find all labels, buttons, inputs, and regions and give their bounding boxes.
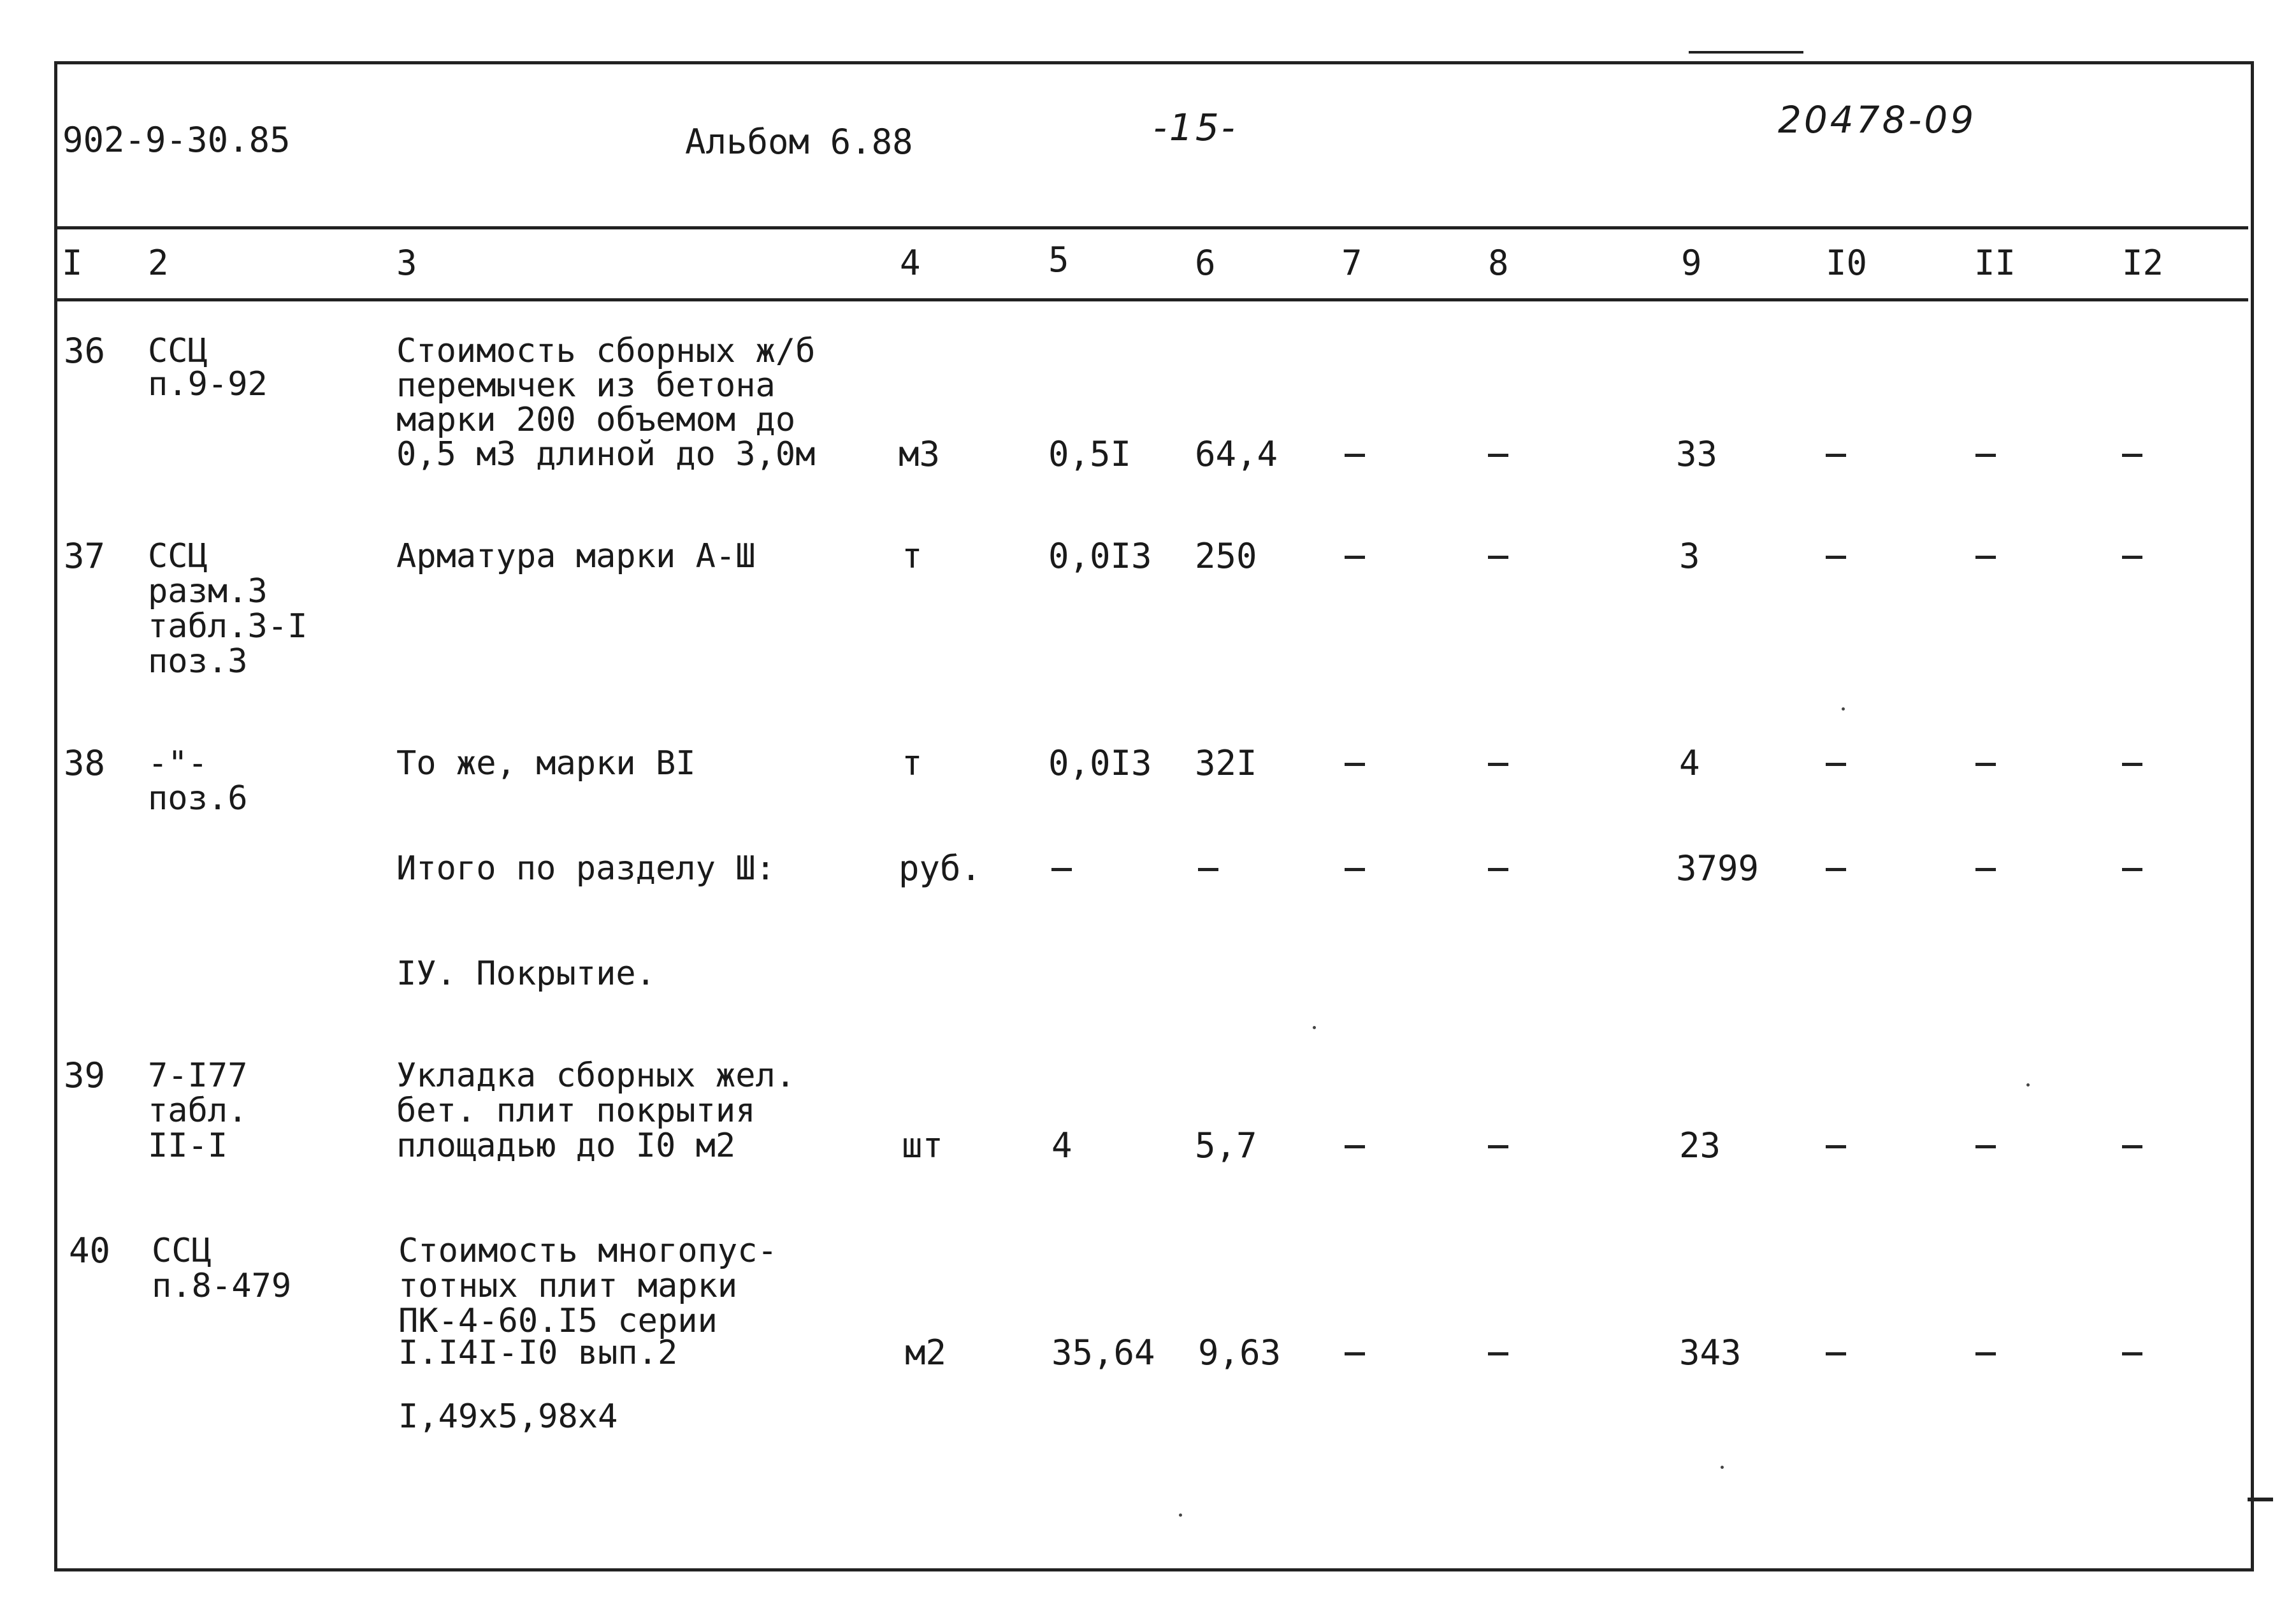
subtotal-unit: руб. [899,848,982,888]
row-col7-dash [1345,1352,1365,1355]
row-col10-dash [1826,763,1846,766]
row-basis-line: табл.3-I [148,607,308,646]
row-number: 39 [64,1055,106,1095]
row-col12-dash [2122,454,2142,457]
row-col7-dash [1345,1145,1365,1148]
row-basis-line: 7-I77 [148,1057,248,1095]
row-quantity: 4 [1051,1125,1072,1166]
subtotal-col11-dash [1975,868,1996,871]
scan-mark [2248,1498,2273,1501]
column-header-3: 3 [396,243,417,283]
column-header-6: 6 [1195,243,1216,283]
column-header-10: I0 [1826,243,1868,283]
row-col7-dash [1345,454,1365,457]
row-number: 40 [69,1231,111,1271]
row-col8-dash [1488,556,1508,559]
row-description-line: ПК-4-60.I5 серии [398,1302,718,1340]
row-quantity: 0,0I3 [1048,743,1152,783]
row-basis-line: поз.6 [148,779,248,818]
row-quantity: 35,64 [1051,1333,1155,1373]
column-header-5: 5 [1048,240,1069,280]
project-number: 20478-09 [1778,98,1977,141]
row-description-line: перемычек из бетона [396,366,776,405]
row-basis-line: разм.3 [148,572,268,610]
scan-speck [2026,1083,2030,1087]
row-description-line: бет. плит покрытия [396,1092,756,1130]
page-number: -15- [1153,106,1238,149]
subtotal-col7-dash [1345,868,1365,871]
row-price: 64,4 [1195,434,1278,474]
row-description-line: Арматура марки А-Ш [396,537,756,575]
row-price: 250 [1195,536,1257,576]
subtotal-col10-dash [1826,868,1846,871]
row-col12-dash [2122,1352,2142,1355]
column-header-8: 8 [1488,243,1509,283]
row-col7-dash [1345,763,1365,766]
row-unit: т [902,536,923,576]
column-header-1: I [62,243,83,283]
row-col10-dash [1826,556,1846,559]
column-header-11: II [1974,243,2016,283]
row-col8-dash [1488,763,1508,766]
row-unit: т [902,743,923,783]
scan-speck [1842,707,1845,711]
row-number: 38 [64,743,106,783]
row-price: 32I [1195,743,1257,783]
row-note: I,49х5,98х4 [398,1398,618,1436]
row-total: 3 [1679,536,1700,576]
subtotal-col6-dash [1198,868,1218,871]
row-col11-dash [1975,556,1996,559]
document-code: 902-9-30.85 [62,120,291,160]
row-total: 33 [1676,434,1718,474]
scan-speck [1721,1466,1724,1469]
row-col12-dash [2122,1145,2142,1148]
row-description-line: марки 200 объемом до [396,401,796,439]
row-basis-line: II-I [148,1127,228,1165]
row-unit: м2 [905,1333,947,1373]
row-col10-dash [1826,1352,1846,1355]
scan-speck [1313,1026,1316,1029]
row-col8-dash [1488,1145,1508,1148]
row-price: 9,63 [1198,1333,1282,1373]
row-total: 343 [1679,1333,1742,1373]
album-label: Альбом 6.88 [685,122,913,162]
row-basis-line: ССЦ [148,537,208,575]
column-header-4: 4 [900,243,921,283]
row-basis-line: поз.3 [148,642,248,681]
row-basis-line: п.9-92 [148,365,268,403]
row-basis-line: -"- [148,744,208,783]
header-rule-bottom [56,298,2248,301]
row-total: 23 [1679,1125,1721,1166]
row-basis-line: п.8-479 [152,1267,292,1305]
row-description-line: Стоимость многопус- [398,1232,777,1270]
row-description-line: 0,5 м3 длиной до 3,0м [396,435,816,473]
row-quantity: 0,0I3 [1048,536,1152,576]
row-quantity: 0,5I [1048,434,1132,474]
row-number: 37 [64,536,106,576]
row-description-line: площадью до I0 м2 [396,1127,736,1165]
row-col8-dash [1488,454,1508,457]
row-col7-dash [1345,556,1365,559]
row-col11-dash [1975,763,1996,766]
row-unit: м3 [899,434,941,474]
row-col12-dash [2122,556,2142,559]
row-basis-line: табл. [148,1092,248,1130]
row-description-line: I.I4I-I0 вып.2 [398,1334,678,1372]
row-col11-dash [1975,1352,1996,1355]
row-description-line: Стоимость сборных ж/б [396,332,816,370]
row-col11-dash [1975,454,1996,457]
row-total: 4 [1679,743,1700,783]
row-col11-dash [1975,1145,1996,1148]
row-unit: шт [902,1125,944,1166]
row-number: 36 [64,331,106,371]
subtotal-total: 3799 [1676,848,1759,888]
row-basis-line: ССЦ [148,332,208,370]
row-description-line: То же, марки ВI [396,744,696,783]
subtotal-label: Итого по разделу Ш: [396,849,776,888]
row-col10-dash [1826,454,1846,457]
row-description-line: Укладка сборных жел. [396,1057,796,1095]
scan-mark [1689,51,1803,54]
subtotal-col8-dash [1488,868,1508,871]
row-col10-dash [1826,1145,1846,1148]
section-heading: IУ. Покрытие. [396,955,656,993]
row-col8-dash [1488,1352,1508,1355]
column-header-9: 9 [1681,243,1702,283]
row-description-line: тотных плит марки [398,1267,738,1305]
column-header-7: 7 [1341,243,1362,283]
subtotal-col5-dash [1051,868,1072,871]
row-basis-line: ССЦ [152,1232,212,1270]
subtotal-col12-dash [2122,868,2142,871]
column-header-2: 2 [148,243,169,283]
scan-speck [1179,1513,1182,1517]
header-rule-top [56,226,2248,229]
column-header-12: I2 [2122,243,2164,283]
row-price: 5,7 [1195,1125,1257,1166]
row-col12-dash [2122,763,2142,766]
